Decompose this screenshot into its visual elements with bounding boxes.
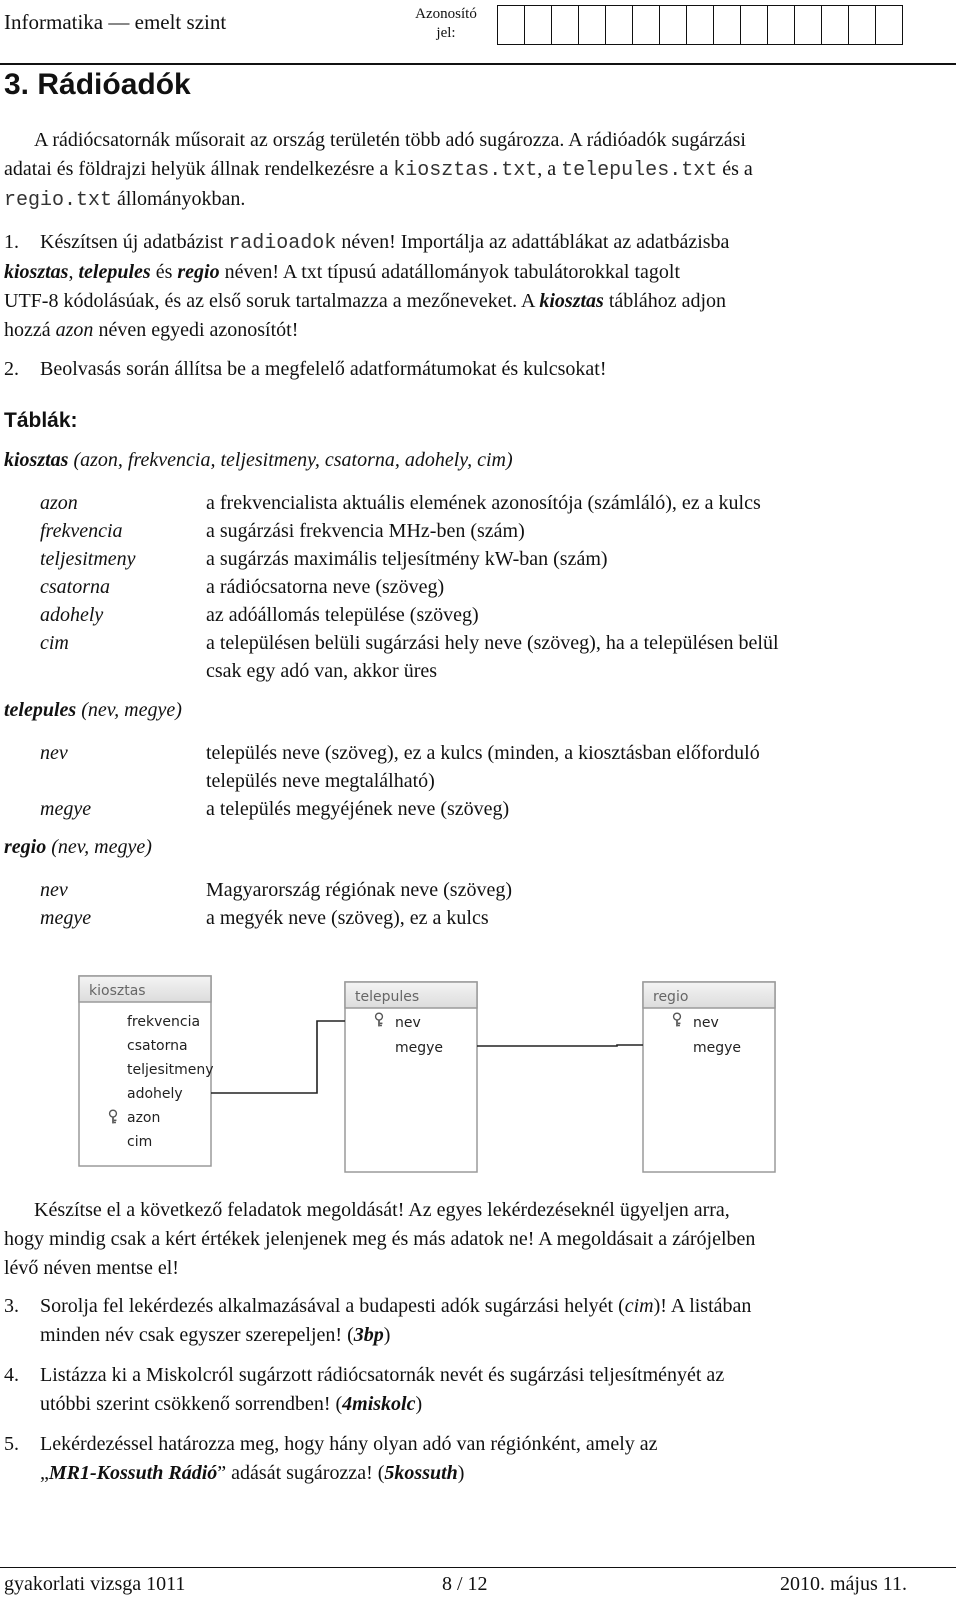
instructions-paragraph: Készítse el a következő feladatok megoldását! Az egyes lekérdezéseknél ügyeljen arra, hogy mindig csak a kért értékek jelenjenek meg és más adatok ne! A megoldásait a zárójelben lévő néven mentse el! (4, 1199, 756, 1279)
table-signature-telepules: telepules (nev, megye) (4, 699, 182, 721)
diagram-field: nev (395, 1015, 421, 1031)
field-row: nev település neve (szöveg), ez a kulcs (minden, a kiosztásban előforduló település neve megtalálható) (40, 742, 760, 792)
diagram-title-kiosztas: kiosztas (89, 983, 146, 999)
db-name: radioadok (228, 232, 337, 255)
field-row: csatorna a rádiócsatorna neve (szöveg) (40, 576, 445, 598)
id-box[interactable] (632, 5, 660, 45)
id-box[interactable] (821, 5, 849, 45)
footer-page-number: 8 / 12 (442, 1573, 488, 1595)
id-boxes (497, 5, 902, 45)
field-row: nev Magyarország régiónak neve (szöveg) (40, 879, 512, 901)
field-row: megye a település megyéjének neve (szöveg) (40, 798, 510, 820)
task-2: 2. Beolvasás során állítsa be a megfelelő adatformátumokat és kulcsokat! (4, 358, 607, 380)
diagram-title-regio: regio (653, 989, 689, 1005)
diagram-field: cim (127, 1134, 153, 1150)
diagram-table-telepules (345, 982, 477, 1172)
table-signature-kiosztas: kiosztas (azon, frekvencia, teljesitmeny, csatorna, adohely, cim) (4, 449, 513, 471)
id-box[interactable] (686, 5, 714, 45)
id-box[interactable] (794, 5, 822, 45)
id-box[interactable] (551, 5, 579, 45)
diagram-field: csatorna (127, 1038, 188, 1054)
diagram-field: frekvencia (127, 1014, 201, 1030)
field-row: megye a megyék neve (szöveg), ez a kulcs (40, 907, 489, 929)
tables-heading: Táblák: (4, 409, 78, 432)
id-label: Azonosító jel: (415, 6, 477, 41)
id-box[interactable] (497, 5, 525, 45)
id-box[interactable] (875, 5, 903, 45)
field-row: teljesitmeny a sugárzás maximális teljesítmény kW-ban (szám) (40, 548, 608, 570)
footer-rule (0, 1567, 956, 1568)
filename-regio: regio.txt (4, 189, 113, 212)
field-row: adohely az adóállomás települése (szöveg) (40, 604, 479, 626)
task-4: 4. Listázza ki a Miskolcról sugárzott rádiócsatornák nevét és sugárzási teljesítményét az utóbbi szerint csökkenő sorrendben! (4miskolc) (4, 1364, 725, 1415)
diagram-field: adohely (127, 1086, 183, 1102)
header-rule (0, 63, 956, 65)
diagram-field: azon (127, 1110, 161, 1126)
diagram-field: nev (693, 1015, 719, 1031)
task-1: 1. Készítsen új adatbázist radioadok néven! Importálja az adattáblákat az adatbázisba kiosztas, telepules és regio néven! A txt típusú adatállományok tabulátorokkal tagolt UTF-8 kódolásúak, és az első soruk tartalmazza a mezőneveket. A kiosztas táblához adjon hozzá azon néven egyedi azonosítót! (4, 231, 730, 341)
id-box[interactable] (740, 5, 768, 45)
diagram-field: teljesitmeny (127, 1062, 214, 1078)
diagram-table-kiosztas (79, 976, 214, 1166)
field-row: azon a frekvencialista aktuális elemének azonosítója (számláló), ez a kulcs (40, 492, 761, 514)
intro-paragraph: A rádiócsatornák műsorait az ország területén több adó sugározza. A rádióadók sugárzási adatai és földrajzi helyük állnak rendelkezésre a kiosztas.txt, a telepules.txt és a regio.txt állományokban. (4, 129, 753, 212)
task-5: 5. Lekérdezéssel határozza meg, hogy hány olyan adó van régiónként, amely az „MR1-Kossuth Rádió” adását sugározza! (5kossuth) (4, 1433, 658, 1484)
task-3: 3. Sorolja fel lekérdezés alkalmazásával a budapesti adók sugárzási helyét (cim)! A listában minden név csak egyszer szerepeljen! (3bp) (4, 1295, 752, 1346)
footer-date: 2010. május 11. (780, 1573, 908, 1595)
field-row: frekvencia a sugárzási frekvencia MHz-ben (szám) (40, 520, 525, 542)
id-box[interactable] (659, 5, 687, 45)
id-box[interactable] (767, 5, 795, 45)
id-box[interactable] (578, 5, 606, 45)
relationship-line-kiosztas-telepules (211, 1021, 345, 1093)
section-title: 3. Rádióadók (4, 68, 191, 101)
table-signature-regio: regio (nev, megye) (4, 836, 152, 858)
filename-telepules: telepules.txt (561, 159, 718, 182)
diagram-title-telepules: telepules (355, 989, 420, 1005)
field-row: cim a településen belüli sugárzási hely neve (szöveg), ha a településen belül csak egy adó van, akkor üres (40, 632, 779, 682)
diagram-table-regio (643, 982, 775, 1172)
relationship-diagram (77, 972, 857, 1174)
id-box[interactable] (848, 5, 876, 45)
relationship-line-telepules-regio (477, 1045, 643, 1046)
id-box[interactable] (713, 5, 741, 45)
id-box[interactable] (524, 5, 552, 45)
footer-exam-code: gyakorlati vizsga 1011 (4, 1573, 186, 1595)
diagram-field: megye (395, 1040, 444, 1056)
filename-kiosztas: kiosztas.txt (393, 159, 538, 182)
header-subject: Informatika — emelt szint (4, 10, 227, 34)
id-box[interactable] (605, 5, 633, 45)
diagram-field: megye (693, 1040, 742, 1056)
